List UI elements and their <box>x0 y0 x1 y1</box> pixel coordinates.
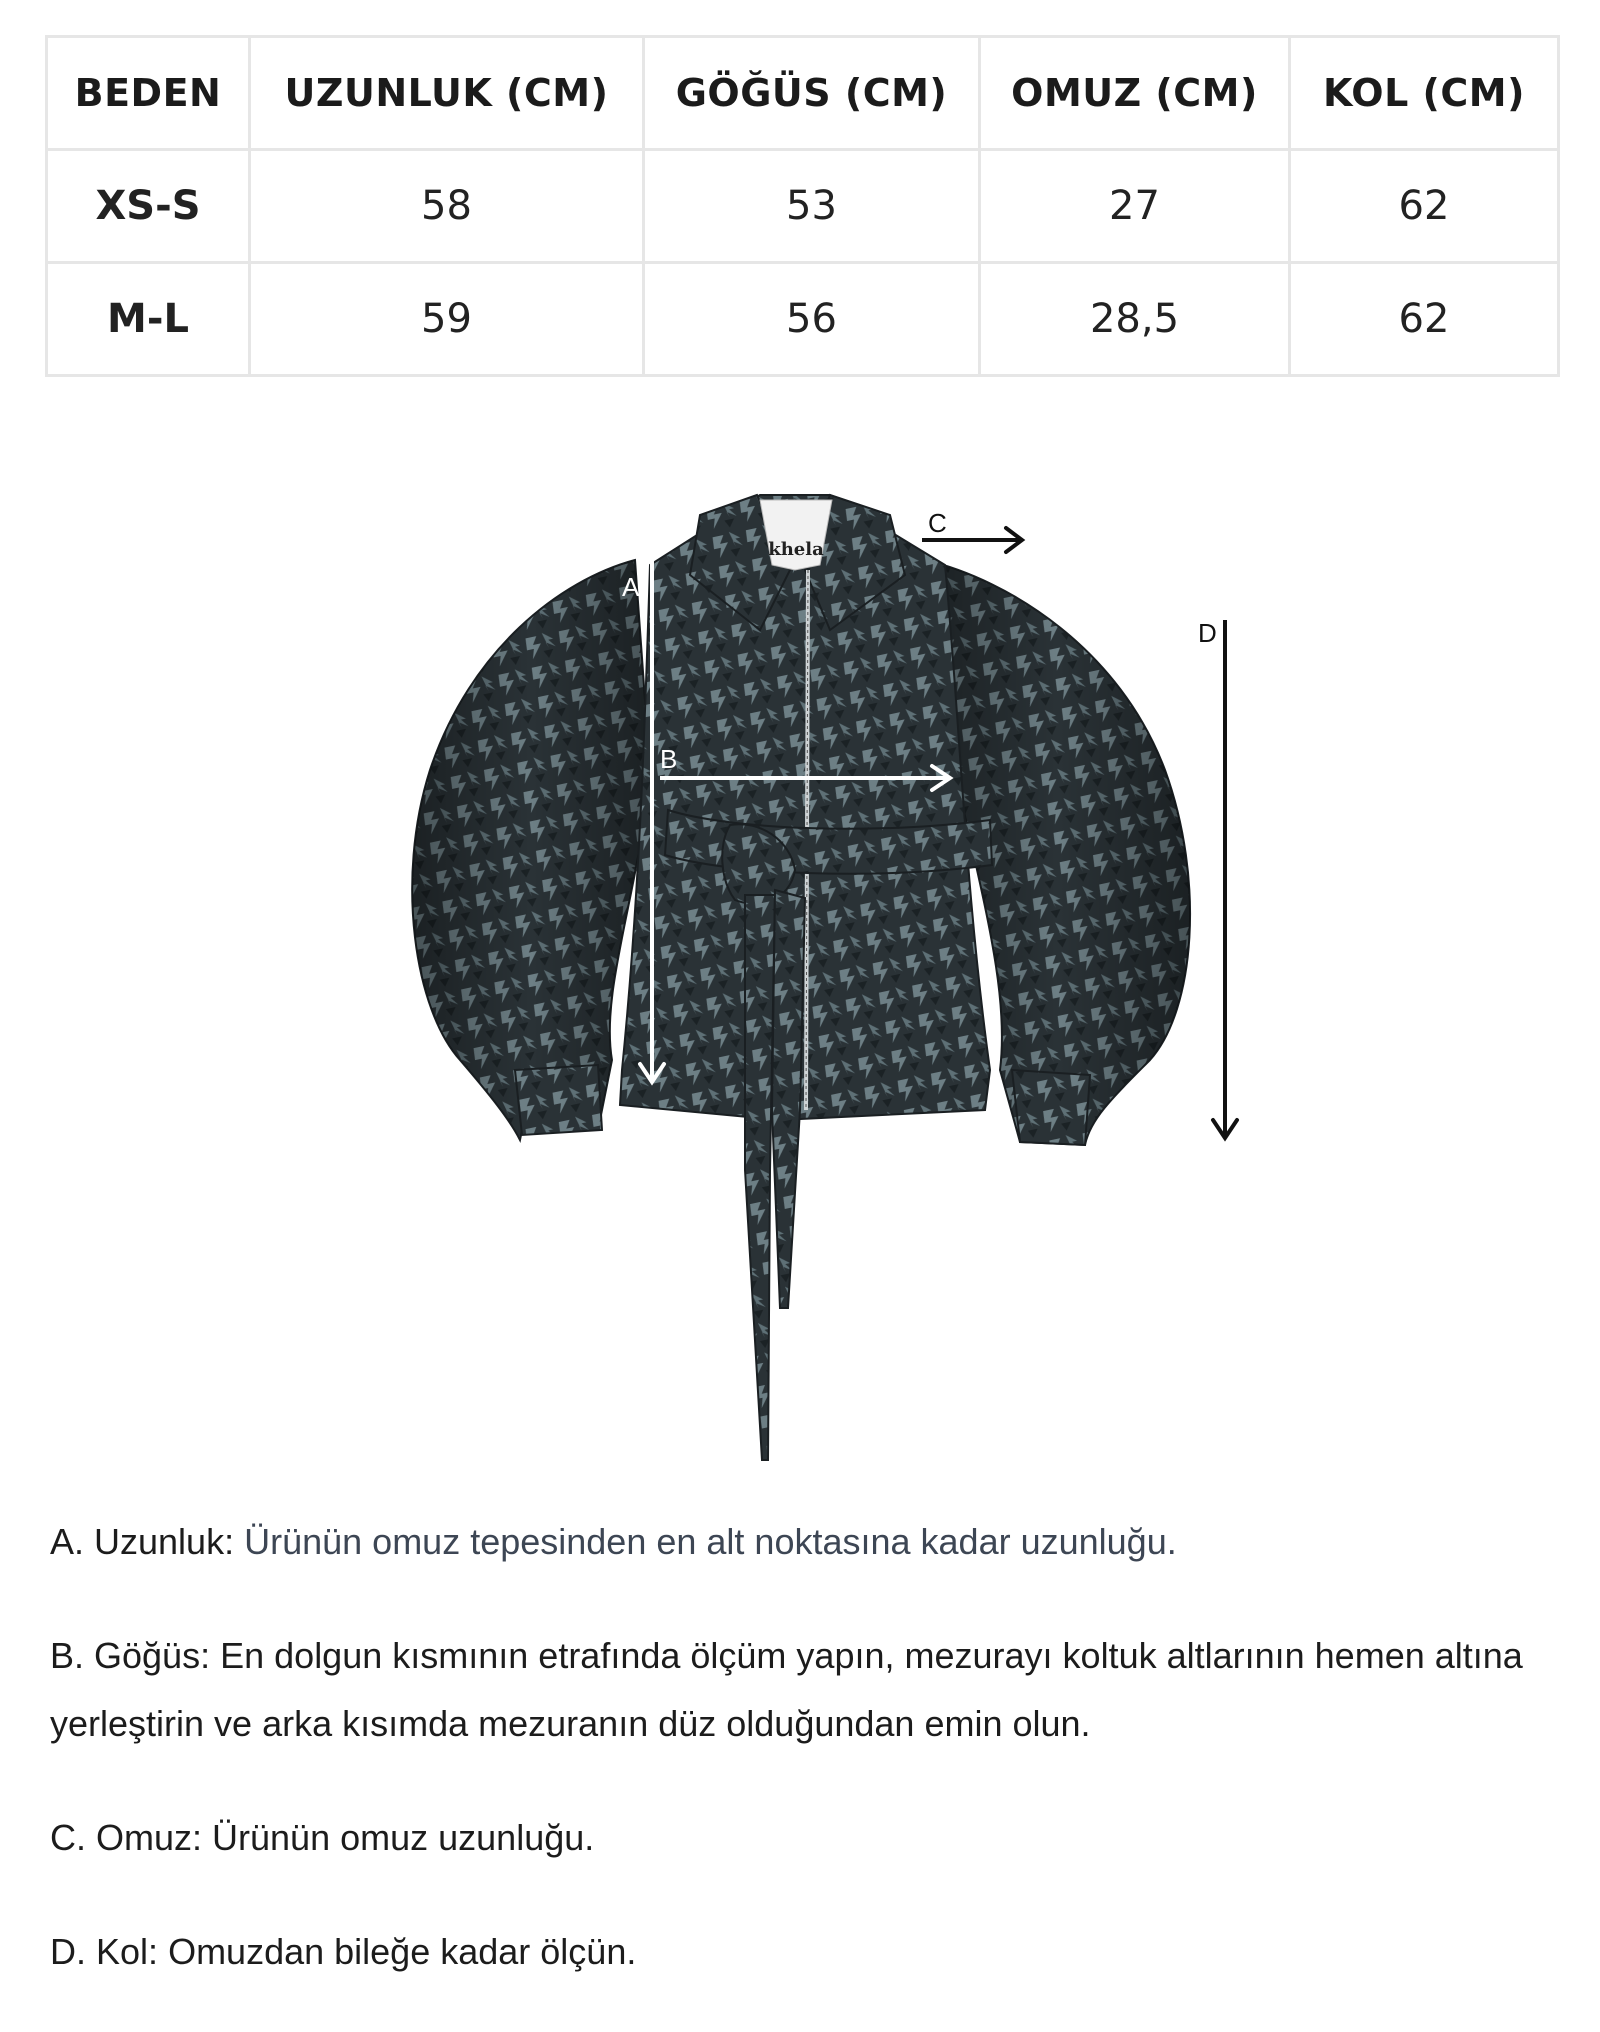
note-label: C. Omuz: <box>50 1817 203 1858</box>
shoulder-cell: 27 <box>980 150 1290 263</box>
header-kol: KOL (CM) <box>1290 37 1559 150</box>
note-text: Ürünün omuz tepesinden en alt noktasına kadar uzunluğu. <box>244 1521 1177 1562</box>
note-label: B. Göğüs: <box>50 1635 211 1676</box>
header-uzunluk: UZUNLUK (CM) <box>250 37 644 150</box>
right-cuff <box>1012 1070 1090 1145</box>
length-cell: 59 <box>250 263 644 376</box>
note-text: En dolgun kısmının etrafında ölçüm yapın, mezurayı koltuk altlarının hemen altına yerleştirin ve arka kısımda mezuranın düz olduğundan emin olun. <box>50 1635 1523 1744</box>
brand-label: khela <box>768 539 824 560</box>
header-gogus: GÖĞÜS (CM) <box>644 37 980 150</box>
jacket-illustration <box>0 470 1600 1470</box>
size-cell: XS-S <box>47 150 250 263</box>
header-omuz: OMUZ (CM) <box>980 37 1290 150</box>
label-a: A <box>622 572 640 602</box>
size-table <box>45 35 1560 377</box>
note-label: A. Uzunluk: <box>50 1521 235 1562</box>
measurement-notes <box>50 1508 1570 2032</box>
size-cell: M-L <box>47 263 250 376</box>
arrow-c <box>922 508 1022 552</box>
note-label: D. Kol: <box>50 1931 159 1972</box>
left-cuff <box>515 1065 602 1135</box>
table-row <box>47 150 1559 263</box>
belt-tail-long <box>745 895 775 1460</box>
length-cell: 58 <box>250 150 644 263</box>
header-beden: BEDEN <box>47 37 250 150</box>
sleeve-cell: 62 <box>1290 263 1559 376</box>
note-chest <box>50 1622 1570 1758</box>
note-text: Omuzdan bileğe kadar ölçün. <box>168 1931 637 1972</box>
shoulder-cell: 28,5 <box>980 263 1290 376</box>
jacket-measurement-figure <box>0 470 1600 1470</box>
note-text: Ürünün omuz uzunluğu. <box>212 1817 595 1858</box>
chest-cell: 53 <box>644 150 980 263</box>
label-c: C <box>928 508 947 538</box>
sleeve-cell: 62 <box>1290 150 1559 263</box>
belt-tail-short <box>772 890 805 1308</box>
label-d: D <box>1198 618 1217 648</box>
note-length <box>50 1508 1570 1576</box>
table-header-row <box>47 37 1559 150</box>
label-b: B <box>660 744 678 774</box>
note-sleeve <box>50 1918 1570 1986</box>
chest-cell: 56 <box>644 263 980 376</box>
table-row <box>47 263 1559 376</box>
note-shoulder <box>50 1804 1570 1872</box>
arrow-d <box>1198 618 1237 1138</box>
